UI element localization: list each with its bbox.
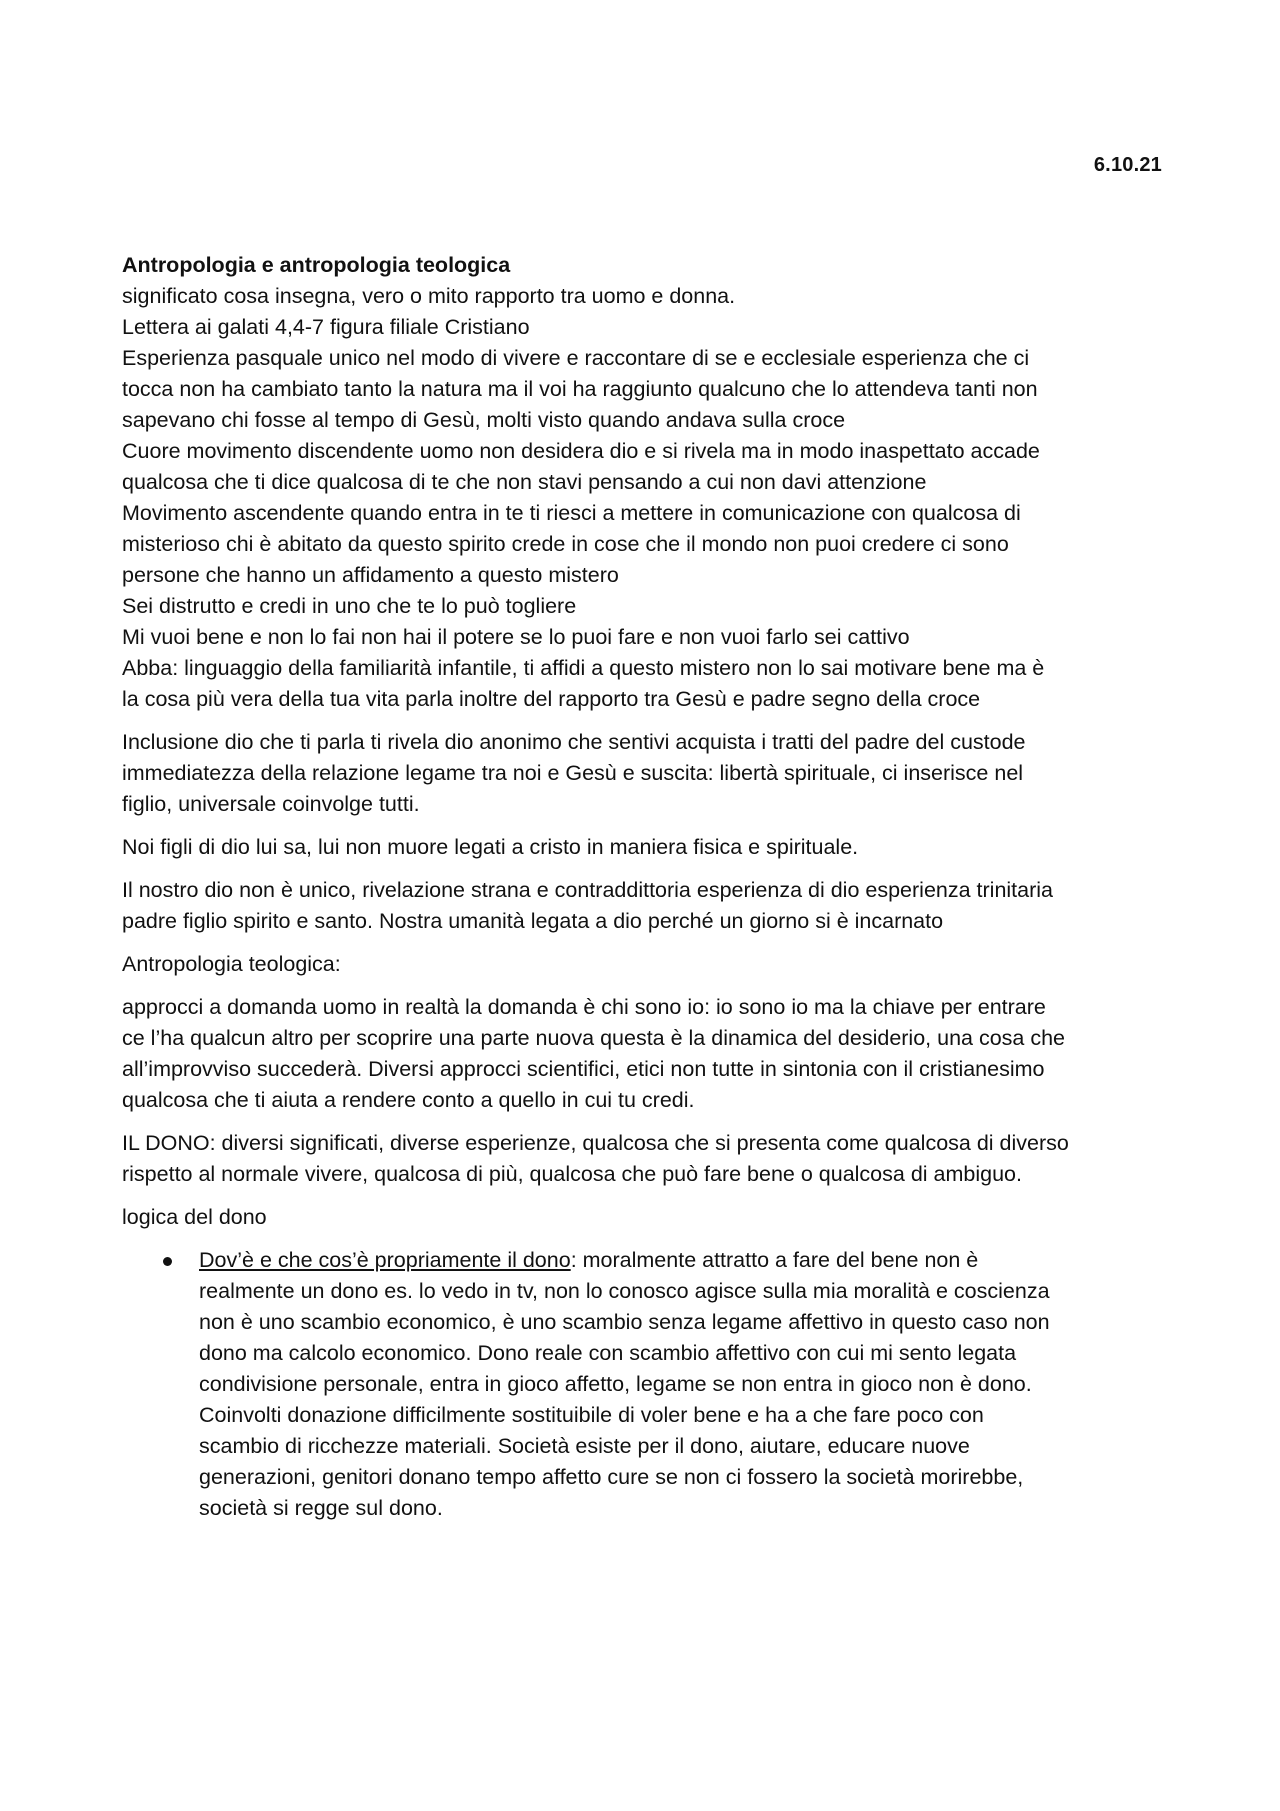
text-line: misterioso chi è abitato da questo spirito crede in cose che il mondo non puoi credere ci sono [122,532,1009,556]
text-line: Esperienza pasquale unico nel modo di vivere e raccontare di se e ecclesiale esperienza che ci [122,346,1030,370]
text-line: figlio, universale coinvolge tutti. [122,792,420,816]
paragraph-trinitaria [122,875,1167,937]
text-line: Antropologia teologica: [122,952,341,976]
text-line: qualcosa che ti aiuta a rendere conto a quello in cui tu credi. [122,1088,695,1112]
text-line: scambio di ricchezze materiali. Società esiste per il dono, aiutare, educare nuove [199,1434,970,1458]
text-line: società si regge sul dono. [199,1496,443,1520]
text-line: Noi figli di dio lui sa, lui non muore legati a cristo in maniera fisica e spirituale. [122,835,859,859]
bullet-list [122,1245,1167,1524]
paragraph-antropologia-teologica [122,949,1167,980]
text-line: Movimento ascendente quando entra in te ti riesci a mettere in comunicazione con qualcosa di [122,501,1021,525]
text-line: Cuore movimento discendente uomo non desidera dio e si rivela ma in modo inaspettato accade [122,439,1040,463]
text-line: la cosa più vera della tua vita parla inoltre del rapporto tra Gesù e padre segno della croce [122,687,981,711]
text-line: ce l’ha qualcun altro per scoprire una parte nuova questa è la dinamica del desiderio, una cosa che [122,1026,1066,1050]
text-line: generazioni, genitori donano tempo affetto cure se non ci fossero la società morirebbe, [199,1465,1024,1489]
document-content [122,250,1167,1546]
paragraph-logica-del-dono [122,1202,1167,1233]
text-line: sapevano chi fosse al tempo di Gesù, molti visto quando andava sulla croce [122,408,846,432]
bullet-first-line-text: : moralmente attratto a fare del bene non è [570,1248,979,1272]
text-line: Mi vuoi bene e non lo fai non hai il potere se lo puoi fare e non vuoi farlo sei cattivo [122,625,910,649]
text-line: qualcosa che ti dice qualcosa di te che non stavi pensando a cui non davi attenzione [122,470,927,494]
underlined-term: Dov’è e che cos’è propriamente il dono [199,1248,571,1272]
text-line: IL DONO: diversi significati, diverse esperienze, qualcosa che si presenta come qualcosa di diverso [122,1131,1069,1155]
text-line: realmente un dono es. lo vedo in tv, non lo conosco agisce sulla mia moralità e coscienza [199,1279,1050,1303]
text-line: dono ma calcolo economico. Dono reale con scambio affettivo con cui mi sento legata [199,1341,1017,1365]
text-line: non è uno scambio economico, è uno scambio senza legame affettivo in questo caso non [199,1310,1050,1334]
text-line: Lettera ai galati 4,4-7 figura filiale Cristiano [122,315,530,339]
bullet-dot-icon [163,1257,172,1266]
text-line: logica del dono [122,1205,267,1229]
intro-block [122,281,1167,715]
text-line: tocca non ha cambiato tanto la natura ma il voi ha raggiunto qualcuno che lo attendeva tanti non [122,377,1038,401]
paragraph-inclusione [122,727,1167,820]
date-label: 6.10.21 [1093,154,1162,176]
text-line: Il nostro dio non è unico, rivelazione strana e contraddittoria esperienza di dio esperienza trinitaria [122,878,1054,902]
text-line: rispetto al normale vivere, qualcosa di più, qualcosa che può fare bene o qualcosa di ambiguo. [122,1162,1022,1186]
text-line: persone che hanno un affidamento a questo mistero [122,563,619,587]
bullet-item [122,1245,1167,1524]
text-line: Coinvolti donazione difficilmente sostituibile di voler bene e ha a che fare poco con [199,1403,984,1427]
text-line: all’improvviso succederà. Diversi approcci scientifici, etici non tutte in sintonia con il cristianesimo [122,1057,1045,1081]
text-line: condivisione personale, entra in gioco affetto, legame se non entra in gioco non è dono. [199,1372,1032,1396]
text-line: significato cosa insegna, vero o mito rapporto tra uomo e donna. [122,284,736,308]
text-line: Inclusione dio che ti parla ti rivela dio anonimo che sentivi acquista i tratti del padre del custode [122,730,1026,754]
text-line: Sei distrutto e credi in uno che te lo può togliere [122,594,577,618]
paragraph-il-dono [122,1128,1167,1190]
text-line: padre figlio spirito e santo. Nostra umanità legata a dio perché un giorno si è incarnato [122,909,944,933]
paragraph-figli [122,832,1167,863]
text-line: approcci a domanda uomo in realtà la domanda è chi sono io: io sono io ma la chiave per entrare [122,995,1046,1019]
text-line: Abba: linguaggio della familiarità infantile, ti affidi a questo mistero non lo sai motivare bene ma è [122,656,1045,680]
section-heading: Antropologia e antropologia teologica [122,253,511,277]
paragraph-approcci [122,992,1167,1116]
text-line: immediatezza della relazione legame tra noi e Gesù e suscita: libertà spirituale, ci inserisce nel [122,761,1024,785]
bullet-first-line [199,1245,1167,1276]
